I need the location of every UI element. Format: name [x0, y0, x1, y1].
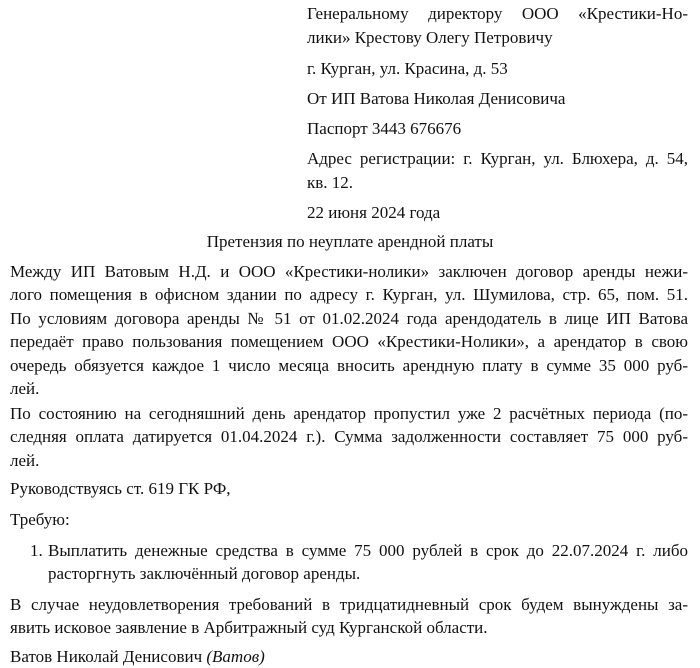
- registration-address-line-1: Адрес регистрации: г. Курган, ул. Блюхера, д. 54,: [307, 149, 688, 168]
- paragraph-line: следняя оплата датируется 01.04.2024 г.). Сумма задолженности составляет 75 000 руб-: [10, 427, 688, 447]
- paragraph-line: очередь обязуется каждое 1 число месяца вносить арендную плату в сумме 35 000 руб-: [10, 355, 688, 375]
- paragraph-line: Между ИП Ватовым Н.Д. и ООО «Крестики-нолики» заключен договор аренды нежи-: [10, 262, 688, 281]
- paragraph-line: лей.: [10, 379, 40, 399]
- addressee-line-2: лики» Крестову Олегу Петровичу: [307, 28, 553, 47]
- paragraph-line: передаёт право пользования помещением ООО «Крестики-Нолики», а арендатор в свою: [10, 332, 688, 352]
- list-item-text: [48, 539, 688, 586]
- registration-address-line-2: кв. 12.: [307, 173, 354, 192]
- document-title: Претензия по неуплате арендной платы: [206, 232, 494, 251]
- document-date: 22 июня 2024 года: [307, 203, 441, 222]
- signature-line: [10, 646, 265, 668]
- paragraph-line: По состоянию на сегодняшний день арендатор пропустил уже 2 расчётных периода (по-: [10, 404, 688, 423]
- paragraph-line: В случае неудовлетворения требований в тридцатидневный срок будем вынуждены за-: [10, 595, 688, 614]
- paragraph-line: лей.: [10, 450, 40, 470]
- paragraph-line: По условиям договора аренды № 51 от 01.02.2024 года арендодатель в лице ИП Ватова: [10, 308, 688, 328]
- paragraph-demand-heading: Требую:: [10, 510, 70, 529]
- list-item-line: Выплатить денежные средства в сумме 75 000 рублей в срок до 22.07.2024 г. либо: [48, 541, 688, 560]
- handwritten-signature: (Ватов): [206, 647, 265, 666]
- list-item-line: расторгнуть заключённый договор аренды.: [48, 564, 361, 584]
- paragraph-line: лого помещения в офисном здании по адресу г. Курган, ул. Шумилова, стр. 65, пом. 51.: [10, 285, 688, 305]
- paragraph-line: явить исковое заявление в Арбитражный суд Курганской области.: [10, 618, 488, 638]
- paragraph-warning: [10, 593, 688, 640]
- paragraph-contract: [10, 260, 688, 400]
- addressee-block: [307, 2, 688, 50]
- paragraph-debt: [10, 402, 688, 472]
- list-item-number: 1.: [30, 541, 43, 560]
- registration-address-block: [307, 147, 688, 195]
- addressee-line-1: Генеральному директору ООО «Крестики-Но-: [307, 4, 688, 23]
- list-item: [30, 539, 688, 586]
- passport-line: Паспорт 3443 676676: [307, 119, 462, 138]
- sender-line: От ИП Ватова Николая Денисовича: [307, 89, 566, 108]
- paragraph-legal-basis: Руководствуясь ст. 619 ГК РФ,: [10, 479, 231, 498]
- addressee-city-address: г. Курган, ул. Красина, д. 53: [307, 59, 508, 78]
- signatory-name: Ватов Николай Денисович: [10, 647, 203, 666]
